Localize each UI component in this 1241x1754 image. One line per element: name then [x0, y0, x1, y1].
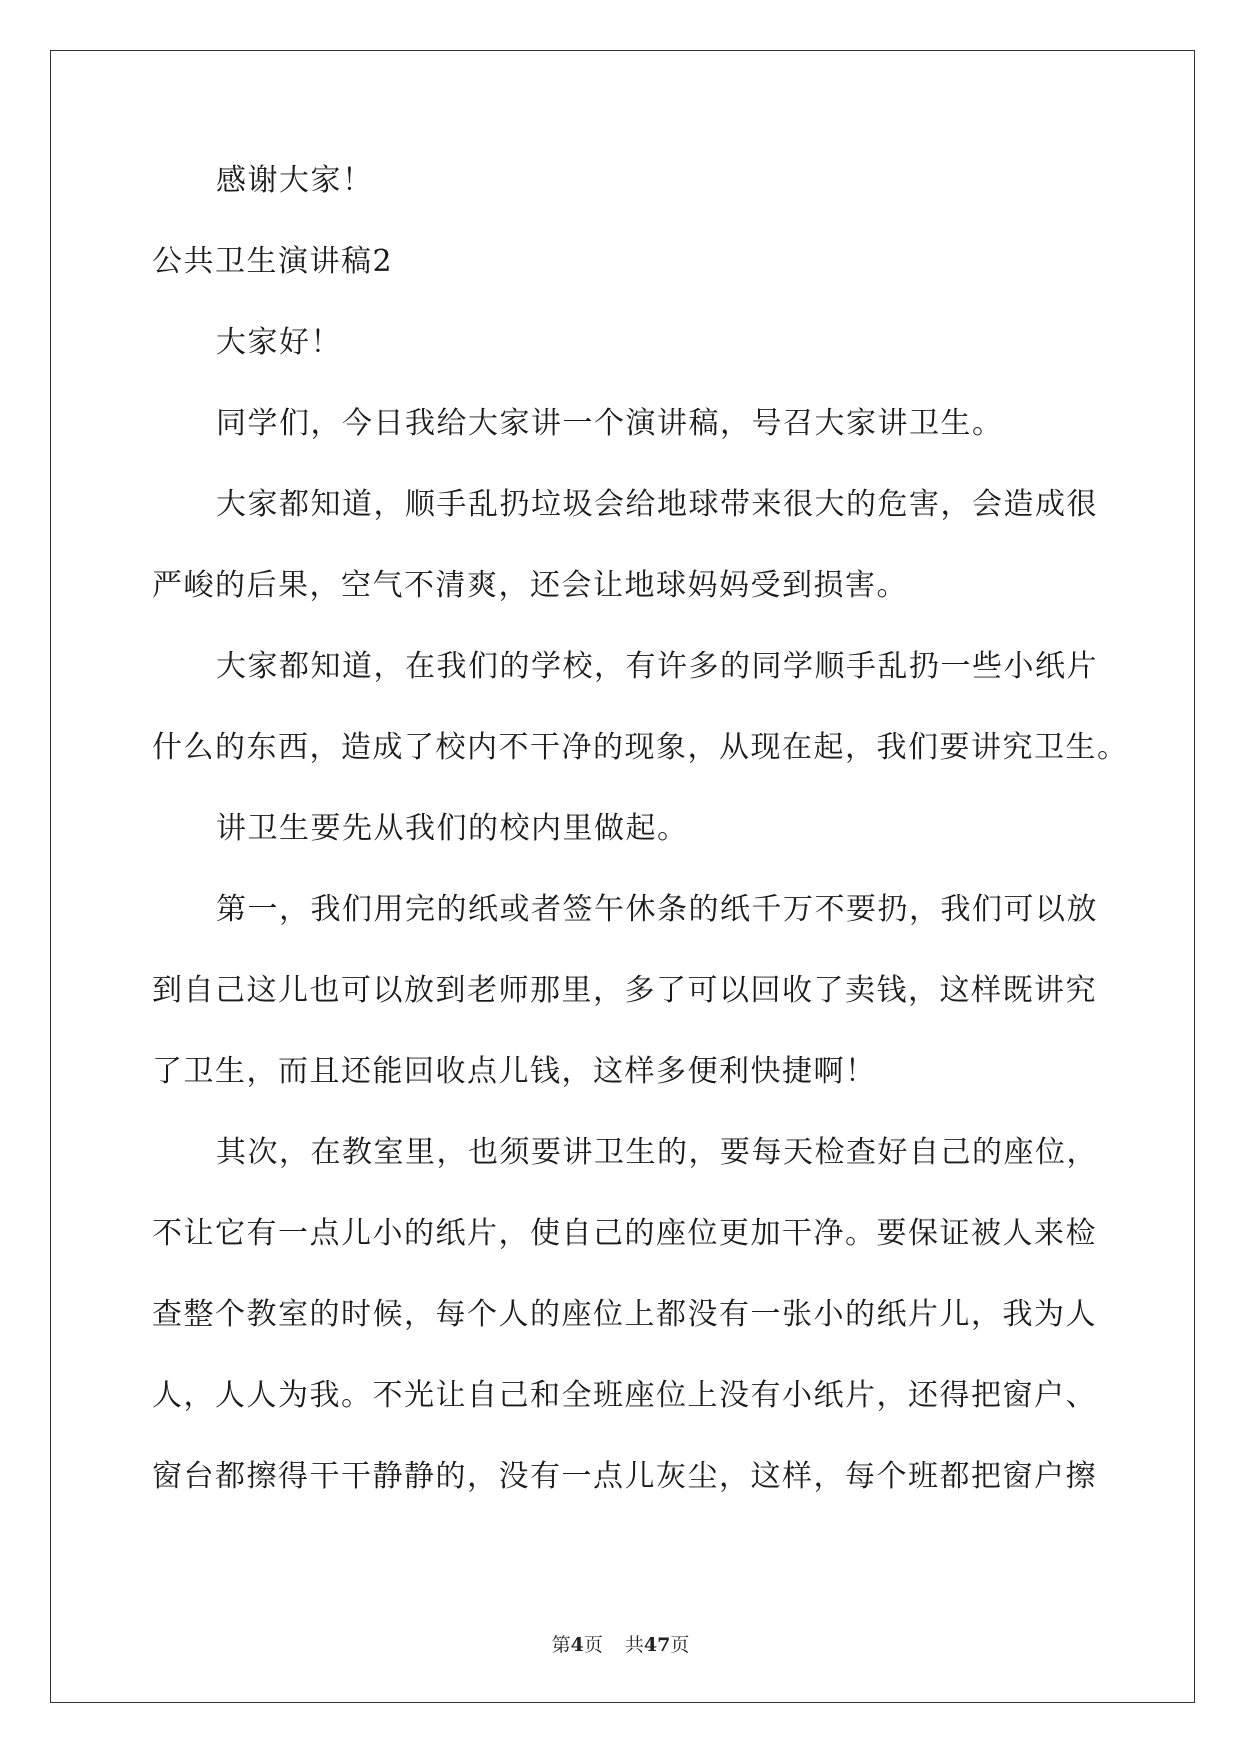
- footer-page-unit: 页: [583, 1634, 603, 1656]
- paragraph-line: 讲卫生要先从我们的校内里做起。: [216, 811, 689, 846]
- total-pages: 47: [643, 1634, 671, 1656]
- section-heading: 公共卫生演讲稿2: [152, 244, 394, 279]
- page-number: 4: [570, 1634, 584, 1656]
- paragraph-line: 不让它有一点儿小的纸片，使自己的座位更加干净。要保证被人来检: [152, 1216, 1097, 1251]
- page-footer: [0, 1630, 1241, 1657]
- paragraph-line: 什么的东西，造成了校内不干净的现象，从现在起，我们要讲究卫生。: [152, 730, 1129, 765]
- paragraph-line: 到自己这儿也可以放到老师那里，多了可以回收了卖钱，这样既讲究: [152, 973, 1097, 1008]
- paragraph-line: 窗台都擦得干干静静的，没有一点儿灰尘，这样，每个班都把窗户擦: [152, 1459, 1097, 1494]
- paragraph-line: 了卫生，而且还能回收点儿钱，这样多便利快捷啊！: [152, 1054, 877, 1089]
- footer-prefix: 第: [551, 1634, 571, 1656]
- paragraph-line: 大家好！: [216, 325, 342, 360]
- document-body: [152, 160, 1129, 1537]
- footer-total-prefix: 共: [624, 1634, 644, 1656]
- paragraph-line: 人，人人为我。不光让自己和全班座位上没有小纸片，还得把窗户、: [152, 1378, 1097, 1413]
- footer-total-unit: 页: [670, 1634, 690, 1656]
- paragraph-line: 第一，我们用完的纸或者签午休条的纸千万不要扔，我们可以放: [216, 892, 1098, 927]
- paragraph-line: 感谢大家！: [216, 163, 374, 198]
- paragraph-line: 严峻的后果，空气不清爽，还会让地球妈妈受到损害。: [152, 568, 908, 603]
- paragraph-line: 同学们，今日我给大家讲一个演讲稿，号召大家讲卫生。: [216, 406, 1004, 441]
- paragraph-line: 查整个教室的时候，每个人的座位上都没有一张小的纸片儿，我为人: [152, 1297, 1097, 1332]
- paragraph-line: 大家都知道，在我们的学校，有许多的同学顺手乱扔一些小纸片: [216, 649, 1098, 684]
- paragraph-line: 大家都知道，顺手乱扔垃圾会给地球带来很大的危害，会造成很: [216, 487, 1098, 522]
- paragraph-line: 其次，在教室里，也须要讲卫生的，要每天检查好自己的座位，: [216, 1135, 1098, 1170]
